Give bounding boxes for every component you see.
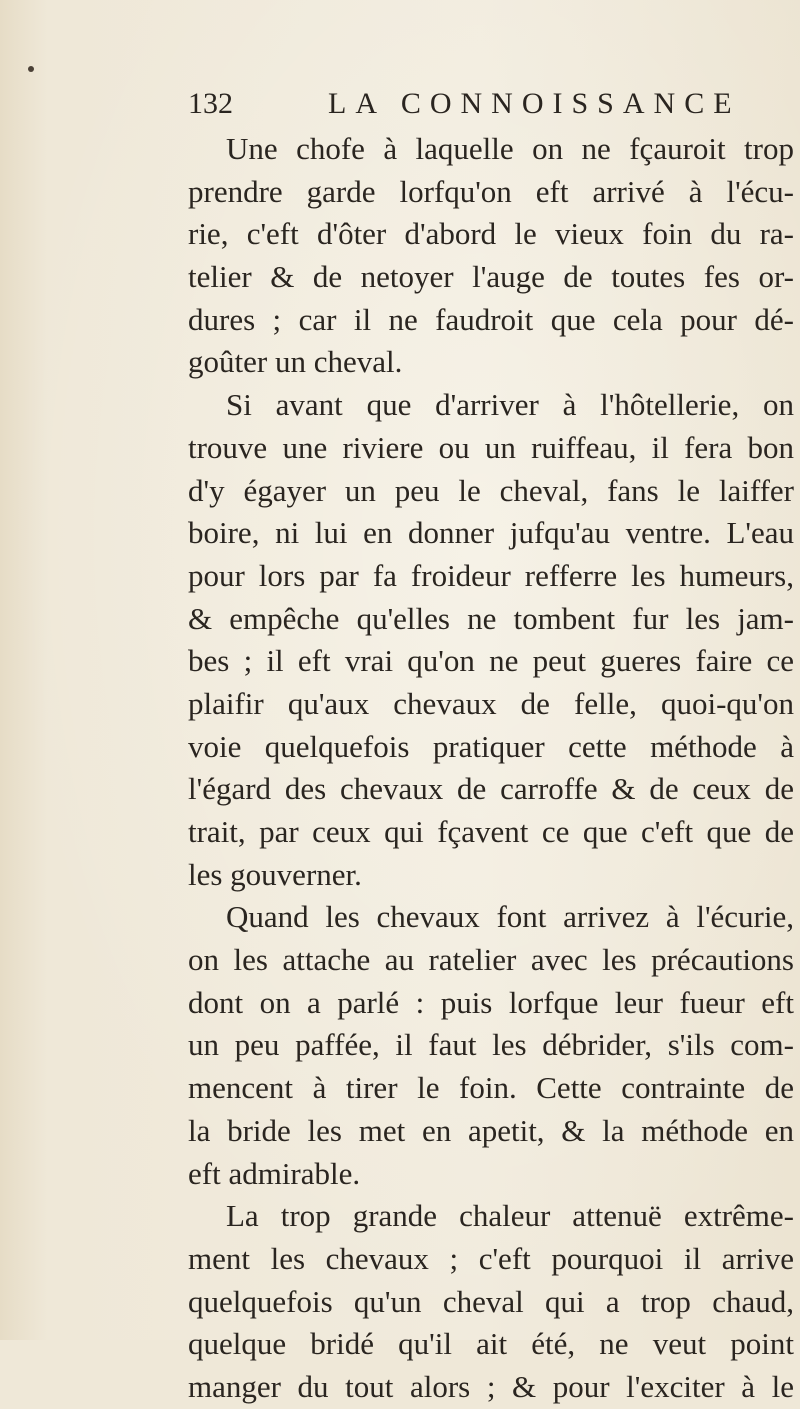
text-line: boire, ni lui en donner jufqu'au ventre. L'eau [188,515,794,551]
text-line: la bride les met en apetit, & la méthode en [188,1112,794,1148]
text-line: manger du tout alors ; & pour l'exciter à le [188,1368,794,1404]
text-line: & empêche qu'elles ne tombent fur les jam- [188,600,794,636]
page-number: 132 [188,87,233,120]
text-line: goûter un cheval. [188,344,403,380]
text-line: bes ; il eft vrai qu'on ne peut gueres faire ce [188,643,794,679]
text-line: quelque bridé qu'il ait été, ne veut point [188,1326,794,1362]
text-line: on les attache au ratelier avec les précautions [188,942,794,978]
text-line: telier & de netoyer l'auge de toutes fes or- [188,259,794,295]
text-line: Quand les chevaux font arrivez à l'écurie, [226,899,794,935]
text-line: rie, c'eft d'ôter d'abord le vieux foin du ra- [188,216,794,252]
text-line: trouve une riviere ou un ruiffeau, il fera bon [188,429,794,465]
text-line: d'y égayer un peu le cheval, fans le laiffer [188,472,794,508]
text-line: Si avant que d'arriver à l'hôtellerie, on [226,387,794,423]
page-header [188,82,748,126]
text-line: les gouverner. [188,856,362,892]
text-line: ment les chevaux ; c'eft pourquoi il arrive [188,1240,794,1276]
text-line: pour lors par fa froideur refferre les humeurs, [188,557,794,593]
body-text [188,128,794,1409]
text-line: eft admirable. [188,1155,361,1191]
text-line: l'égard des chevaux de carroffe & de ceux de [188,771,794,807]
text-line: trait, par ceux qui fçavent ce que c'eft que de [188,814,794,849]
text-line: Une chofe à laquelle on ne fçauroit trop [226,131,794,166]
text-line: quelquefois qu'un cheval qui a trop chaud, [188,1283,794,1319]
running-title: LA CONNOISSANCE [328,87,741,120]
text-line: dont on a parlé : puis lorfque leur fueur eft [188,984,794,1020]
ink-fleck [28,66,34,72]
text-line: mencent à tirer le foin. Cette contrainte de [188,1070,794,1106]
text-line: prendre garde lorfqu'on eft arrivé à l'écu- [188,173,794,209]
text-line: dures ; car il ne faudroit que cela pour dé- [188,301,794,337]
text-line: plaifir qu'aux chevaux de felle, quoi-qu'on [188,685,794,721]
text-line: un peu paffée, il faut les débrider, s'ils com- [188,1027,794,1063]
text-line: La trop grande chaleur attenuë extrême- [226,1198,794,1234]
text-line: voie quelquefois pratiquer cette méthode à [188,728,794,764]
